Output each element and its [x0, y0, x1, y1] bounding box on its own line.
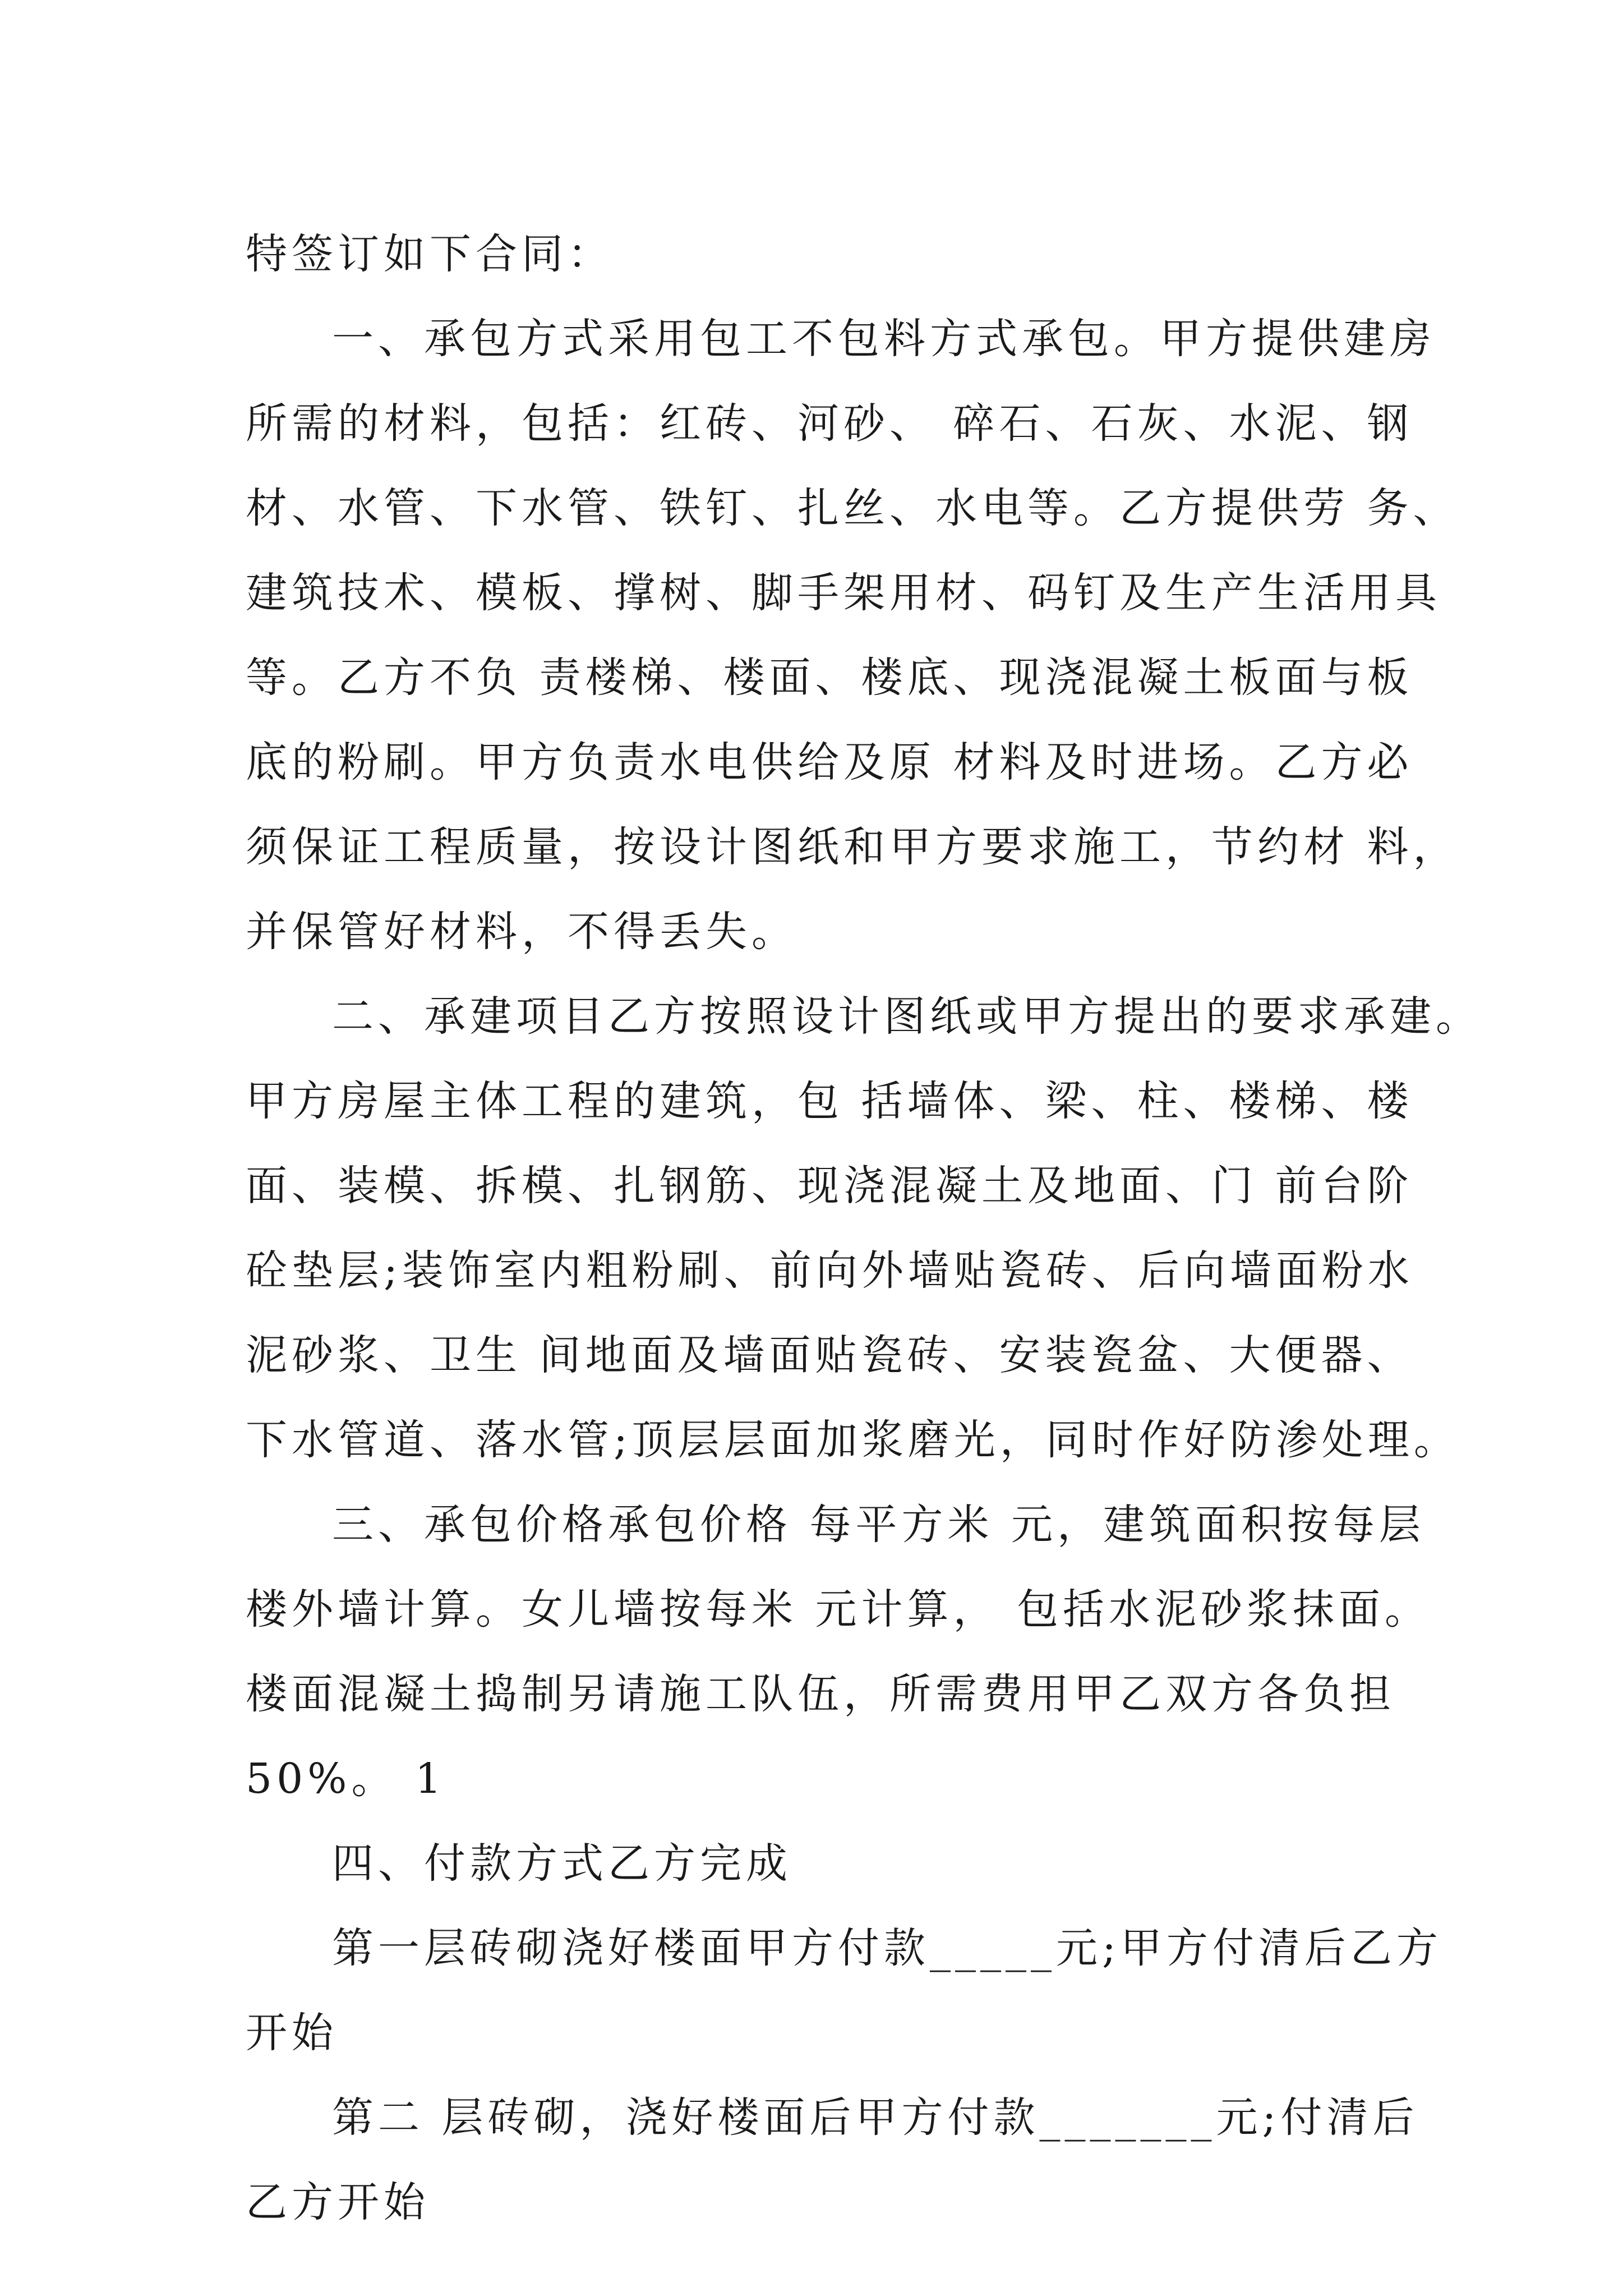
text-line: 底的粉刷。甲方负责水电供给及原 材料及时进场。乙方必 — [246, 738, 1413, 786]
text-line: 特签订如下合同： — [246, 230, 614, 278]
text-line: 所需的材料，包括：红砖、河砂、 碎石、石灰、水泥、钢 — [246, 399, 1413, 448]
contract-body — [246, 212, 1482, 2245]
text-line: 材、水管、下水管、铁钉、扎丝、水电等。乙方提供劳 务、 — [246, 484, 1459, 532]
payment-line-2: 第二 层砖砌，浇好楼面后甲方付款_______元;付清后 — [332, 2093, 1419, 2142]
text-line: 甲方房屋主体工程的建筑，包 括墙体、梁、柱、楼梯、楼 — [246, 1077, 1413, 1125]
clause-4-line: 四、付款方式乙方完成 — [332, 1839, 792, 1888]
text-line: 泥砂浆、卫生 间地面及墙面贴瓷砖、安装瓷盆、大便器、 — [246, 1331, 1413, 1379]
text-line: 开始 — [246, 2009, 338, 2057]
text-line: 楼外墙计算。女儿墙按每米 元计算， 包括水泥砂浆抹面。 — [246, 1585, 1431, 1634]
text-line: 下水管道、落水管;顶层层面加浆磨光，同时作好防渗处理。 — [246, 1416, 1460, 1464]
text-line: 并保管好材料，不得丢失。 — [246, 908, 797, 956]
text-line: 50%。 1 — [246, 1755, 446, 1803]
text-line: 面、装模、拆模、扎钢筋、现浇混凝土及地面、门 前台阶 — [246, 1162, 1413, 1210]
text-line: 乙方开始 — [246, 2178, 430, 2226]
payment-line-1: 第一层砖砌浇好楼面甲方付款_____元;甲方付清后乙方 — [332, 1924, 1442, 1972]
text-line: 楼面混凝土捣制另请施工队伍，所需费用甲乙双方各负担 — [246, 1670, 1395, 1718]
clause-3-line: 三、承包价格承包价格 每平方米 元，建筑面积按每层 — [332, 1501, 1426, 1549]
clause-1-line: 一、承包方式采用包工不包料方式承包。甲方提供建房 — [332, 315, 1436, 363]
text-line: 建筑技术、模板、撑树、脚手架用材、码钉及生产生活用具 — [246, 569, 1441, 617]
clause-2-line: 二、承建项目乙方按照设计图纸或甲方提出的要求承建。 — [332, 992, 1482, 1041]
text-line: 砼垫层;装饰室内粗粉刷、前向外墙贴瓷砖、后向墙面粉水 — [246, 1246, 1414, 1295]
text-line: 等。乙方不负 责楼梯、楼面、楼底、现浇混凝土板面与板 — [246, 654, 1413, 702]
text-line: 须保证工程质量，按设计图纸和甲方要求施工，节约材 料， — [246, 823, 1459, 871]
